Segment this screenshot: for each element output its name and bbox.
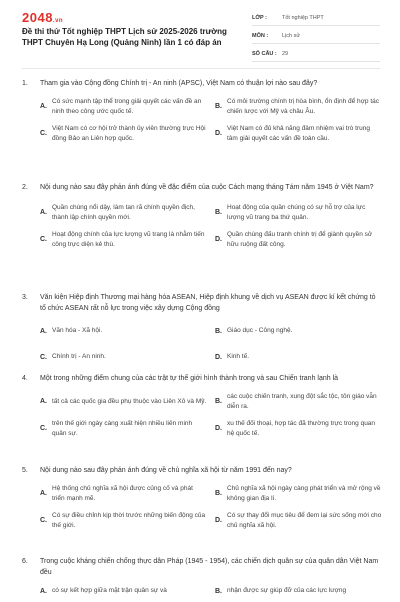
option-c[interactable]: C. Chính trị - An ninh. [40, 353, 106, 361]
question-text: Văn kiện Hiệp định Thương mại hàng hóa ASEAN, Hiệp định khung về dịch vụ ASEAN được kí kết chứng tỏ tổ chức ASEAN rất nỗ lực trong việc xây dựng Cộng đồng [40, 294, 376, 312]
question-number: 3. [22, 294, 28, 301]
option-a[interactable]: A. tất cả các quốc gia đều phụ thuộc vào Liên Xô và Mỹ. [40, 397, 207, 405]
option-d[interactable]: D. Có sự thay đổi mục tiêu để đem lại sức sống mới cho chủ nghĩa xã hội. [215, 512, 382, 529]
option-c[interactable]: C. trên thế giới ngày càng xuất hiện nhiều liên minh quân sự. [40, 420, 193, 437]
option-a[interactable]: A. Hệ thống chủ nghĩa xã hội được củng cố và phát triển mạnh mẽ. [40, 485, 193, 502]
question-text: Trong cuộc kháng chiến chống thực dân Pháp (1945 - 1954), các chiến dịch quân sự của quân dân Việt Nam đều [40, 558, 379, 576]
meta-subject [252, 28, 380, 44]
option-a[interactable]: A. Quần chúng nổi dậy, làm tan rã chính quyền địch, thành lập chính quyền mới. [40, 204, 195, 221]
meta-count-value: 29 [282, 50, 289, 57]
option-b[interactable]: B. Hoạt động của quần chúng có sự hỗ trợ của lực lượng vũ trang ba thứ quân. [215, 204, 366, 221]
page-title: Đề thi thử Tốt nghiệp THPT Lịch sử 2025-2026 trường THPT Chuyên Hạ Long (Quảng Ninh) lần 1 có đáp án [22, 27, 227, 47]
question-1 [22, 78, 382, 145]
option-d[interactable]: D. Kinh tế. [215, 353, 250, 361]
meta-count [252, 46, 380, 62]
option-d[interactable]: D. Quần chúng đấu tranh chính trị để giành quyền sở hữu ruộng đất công. [215, 231, 373, 248]
question-4 [22, 373, 382, 440]
meta-class-value: Tốt nghiệp THPT [282, 14, 324, 21]
question-2 [22, 182, 382, 251]
header [0, 0, 400, 68]
option-a[interactable]: A. có sự kết hợp giữa mặt trận quân sự và [40, 587, 167, 595]
option-c[interactable]: C. Việt Nam có cơ hội trở thành ủy viên thường trực Hội đồng Bảo an Liên hợp quốc. [40, 125, 206, 142]
option-b[interactable]: B. Chủ nghĩa xã hội ngày càng phát triển và mở rộng về không gian địa lí. [215, 485, 381, 502]
question-text: Một trong những điểm chung của các trật tự thế giới hình thành trong và sau Chiến tranh lạnh là [40, 375, 339, 382]
meta-class-label: LỚP : [252, 14, 267, 21]
meta-class [252, 10, 380, 26]
meta-count-label: SỐ CÂU : [252, 50, 277, 57]
meta-subject-label: MÔN : [252, 32, 269, 39]
option-d[interactable]: D. Việt Nam có đủ khả năng đảm nhiệm vai trò trung tâm giải quyết các vấn đề toàn cầu. [215, 125, 370, 142]
question-6 [22, 556, 382, 602]
header-divider [22, 68, 380, 69]
option-b[interactable]: B. các cuộc chiến tranh, xung đột sắc tộc, tôn giáo vẫn diễn ra. [215, 393, 377, 410]
question-number: 5. [22, 467, 28, 474]
option-a[interactable]: A. Có sức mạnh tập thể trong giải quyết các vấn đề an ninh theo công ước quốc tế. [40, 98, 202, 115]
option-d[interactable]: D. xu thế đối thoại, hợp tác đã thường trực trong quan hệ quốc tế. [215, 420, 376, 437]
exam-meta [252, 10, 380, 62]
question-number: 2. [22, 184, 28, 191]
question-number: 1. [22, 80, 28, 87]
option-c[interactable]: C. Hoạt động chính của lực lượng vũ trang là nhằm tiến công trực diện kẻ thù. [40, 231, 205, 248]
question-5 [22, 465, 382, 532]
option-b[interactable]: B. nhận được sự giúp đỡ của các lực lượng [215, 587, 347, 595]
question-text: Tham gia vào Cộng đồng Chính trị - An ninh (APSC), Việt Nam có thuận lợi nào sau đây? [40, 80, 318, 87]
question-text: Nội dung nào sau đây phản ánh đúng về chủ nghĩa xã hội từ năm 1991 đến nay? [40, 467, 292, 474]
question-number: 4. [22, 375, 28, 382]
option-b[interactable]: B. Giáo dục - Công nghệ. [215, 327, 293, 335]
meta-subject-value: Lịch sử [282, 32, 301, 39]
question-number: 6. [22, 558, 28, 565]
option-a[interactable]: A. Văn hóa - Xã hội. [40, 327, 103, 335]
site-logo[interactable]: 2048.vn [22, 10, 64, 25]
option-c[interactable]: C. Có sự điều chỉnh kịp thời trước những biến động của thế giới. [40, 512, 206, 529]
question-3 [22, 292, 382, 368]
question-text: Nội dung nào sau đây phản ánh đúng về đặc điểm của cuộc Cách mạng tháng Tám năm 1945 ở Việt Nam? [40, 184, 374, 191]
option-b[interactable]: B. Có môi trường chính trị hòa bình, ổn định để hợp tác chiến lược với Mỹ và châu Âu. [215, 98, 379, 115]
